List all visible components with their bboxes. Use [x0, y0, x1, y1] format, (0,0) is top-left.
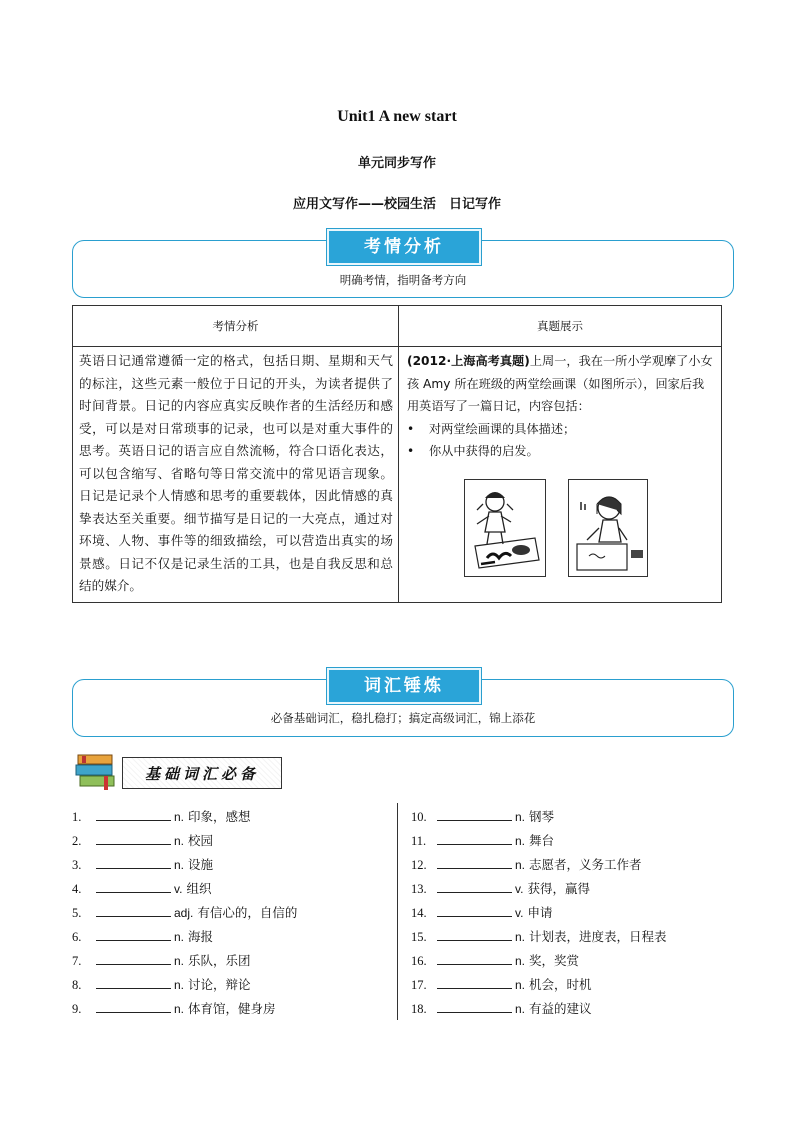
answer-blank[interactable] [96, 927, 171, 941]
vocab-item: 10. n. 钢琴 [411, 809, 555, 824]
banner-label: 基础词汇必备 [144, 764, 259, 783]
vocab-item: 14. v. 申请 [411, 905, 553, 920]
vocab-item: 4. v. 组织 [72, 881, 212, 896]
vocab-section-description: 必备基础词汇，稳扎稳打；搞定高级词汇，锦上添花 [270, 711, 536, 725]
answer-blank[interactable] [437, 927, 512, 941]
analysis-section-tab: 考情分析 [327, 229, 481, 265]
vocab-item: 11. n. 舞台 [411, 833, 555, 848]
vocab-item: 16. n. 奖，奖赏 [411, 953, 580, 968]
vocab-item: 5. adj. 有信心的，自信的 [72, 905, 298, 920]
girl-painting-icon [465, 480, 545, 576]
list-item [407, 418, 715, 441]
exam-prompt-text: 上周一，我在一所小学观摩了小女孩 Amy 所在班级的两堂绘画课（如图所示），回家后我用英语写了一篇日记，内容包括： [407, 354, 713, 413]
answer-blank[interactable] [96, 855, 171, 869]
column-divider [397, 803, 398, 1020]
answer-blank[interactable] [437, 807, 512, 821]
topic-subtitle: 应用文写作——校园生活 日记写作 [292, 197, 501, 212]
analysis-text: 英语日记通常遵循一定的格式，包括日期、星期和天气的标注，这些元素一般位于日记的开头，为读者提供了时间背景。日记的内容应真实反映作者的生活经历和感受，可以是对日常琐事的记录，也可以是对重大事件的思考。英语日记的语言应自然流畅，符合口语化表达，可以包含缩写、省略句等日常交流中的常见语言现象。日记是记录个人情感和思考的重要载体，因此情感的真挚表达至关重要。细节描写是日记的一大亮点，通过对环境、人物、事件等的细致描绘，可以营造出真实的场景感。日记不仅是记录生活的工具，也是自我反思和总结的媒介。 [73, 347, 399, 603]
vocab-item: 7. n. 乐队，乐团 [72, 953, 251, 968]
vocab-item: 9. n. 体育馆，健身房 [72, 1001, 276, 1016]
answer-blank[interactable] [437, 879, 512, 893]
answer-blank[interactable] [96, 975, 171, 989]
basic-vocab-banner [122, 757, 282, 789]
vocab-item: 8. n. 讨论，辩论 [72, 977, 251, 992]
page-title: Unit1 A new start [337, 108, 457, 125]
answer-blank[interactable] [96, 999, 171, 1013]
analysis-section-description: 明确考情，指明备考方向 [339, 273, 467, 287]
answer-blank[interactable] [96, 903, 171, 917]
bullet-text: 对两堂绘画课的具体描述； [429, 421, 576, 436]
answer-blank[interactable] [96, 951, 171, 965]
vocab-section-tab: 词汇锤炼 [327, 668, 481, 704]
painting-class-illustration-2 [568, 479, 648, 577]
bullet-text: 你从中获得的启发。 [429, 444, 539, 458]
vocab-item: 6. n. 海报 [72, 929, 214, 944]
answer-blank[interactable] [437, 903, 512, 917]
exam-source: (2012·上海高考真题) [407, 354, 530, 368]
vocab-item: 15. n. 计划表，进度表，日程表 [411, 929, 667, 944]
unit-subtitle: 单元同步写作 [357, 156, 436, 171]
answer-blank[interactable] [437, 975, 512, 989]
vocab-item: 1. n. 印象，感想 [72, 809, 251, 824]
exam-cell [399, 347, 722, 603]
vocab-item: 13. v. 获得，赢得 [411, 881, 590, 896]
answer-blank[interactable] [96, 807, 171, 821]
painting-class-illustration-1 [464, 479, 546, 577]
vocab-item: 18. n. 有益的建议 [411, 1001, 592, 1016]
girl-drawing-icon [569, 480, 647, 576]
table-header-analysis: 考情分析 [73, 306, 399, 347]
vocab-item: 3. n. 设施 [72, 857, 214, 872]
answer-blank[interactable] [96, 879, 171, 893]
exam-prompt [407, 350, 715, 418]
answer-blank[interactable] [437, 951, 512, 965]
vocab-item: 17. n. 机会，时机 [411, 977, 592, 992]
answer-blank[interactable] [437, 855, 512, 869]
list-item [407, 440, 715, 463]
table-header-exam: 真题展示 [399, 306, 722, 347]
answer-blank[interactable] [437, 831, 512, 845]
vocab-item: 2. n. 校园 [72, 833, 214, 848]
vocab-item: 12. n. 志愿者，义务工作者 [411, 857, 642, 872]
answer-blank[interactable] [437, 999, 512, 1013]
books-icon [74, 753, 118, 791]
answer-blank[interactable] [96, 831, 171, 845]
